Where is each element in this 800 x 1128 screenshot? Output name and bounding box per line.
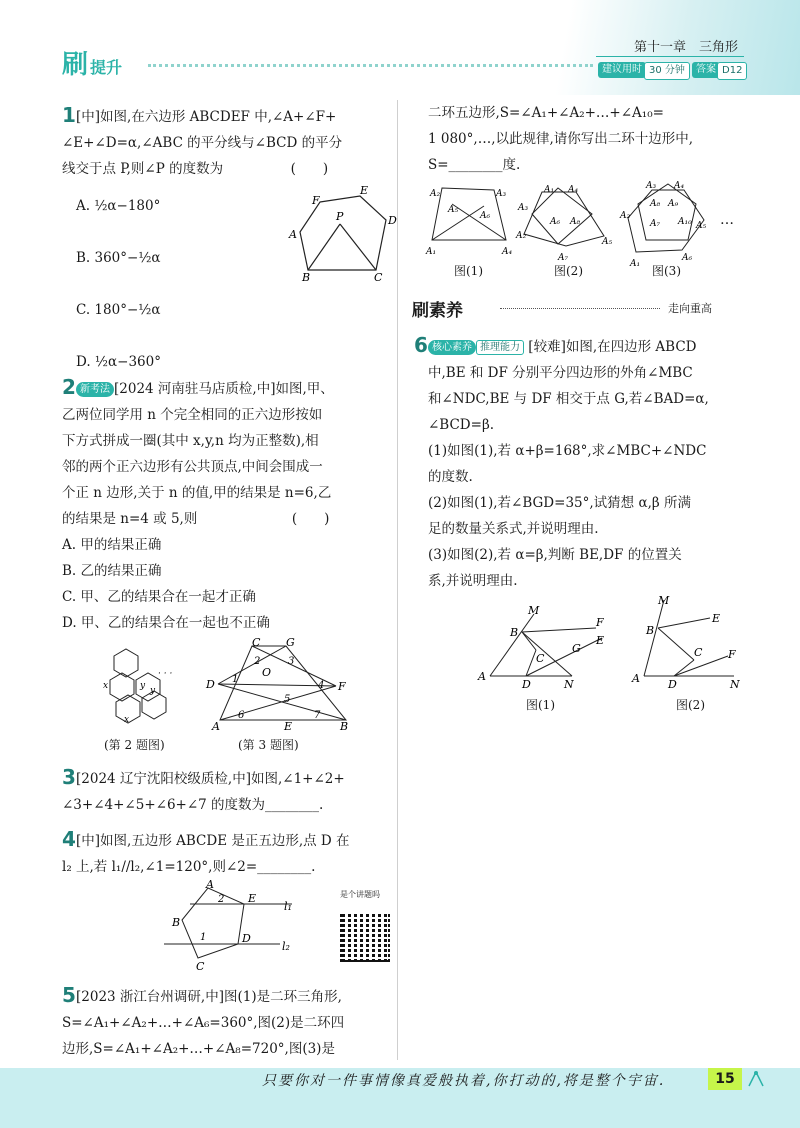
option-c: C. 甲、乙的结果合在一起才正确 [62,589,256,605]
svg-text:A₇: A₇ [558,253,569,263]
svg-text:A₁: A₁ [544,185,555,195]
q3-angles-figure [204,636,354,736]
svg-text:A₇: A₇ [650,219,661,229]
svg-text:E: E [248,892,257,905]
svg-text:B: B [302,271,311,282]
svg-text:A₂: A₂ [516,231,527,241]
q4-line: l₂ 上,若 l₁//l₂,∠1=120°,则∠2=________. [62,859,316,875]
svg-text:F: F [596,616,604,629]
chapter-title: 第十一章 三角形 [634,40,739,55]
svg-text:D: D [522,678,531,691]
reasoning-badge: 推理能力 [476,340,524,355]
q6-fig2-caption: 图(2) [676,698,705,712]
svg-text:N: N [564,678,574,691]
q4-pentagon-figure [160,880,300,970]
q2-figure-caption: (第 2 题图) [104,738,165,752]
svg-text:C: C [252,636,261,649]
option-a: A. 甲的结果正确 [62,537,162,553]
qr-label: 是个讲题吗 [340,890,380,899]
section-dotted-line [500,308,660,309]
brand-logo: 刷提升 [62,50,123,80]
page-number: 15 [708,1068,742,1090]
q6-line: (2)如图(1),若∠BGD=35°,试猜想 α,β 所满 [428,495,691,511]
svg-text:A₄: A₄ [502,247,513,257]
question-number: 2 [62,375,76,399]
q5-fig1-caption: 图(1) [454,264,483,278]
question-5 [62,984,392,1062]
qr-code[interactable] [340,912,390,962]
question-6 [414,334,774,594]
q6-figure-1 [476,604,616,696]
svg-text:A₈: A₈ [570,217,581,227]
svg-text:A₁: A₁ [630,259,641,268]
svg-text:A₁: A₁ [426,247,437,257]
svg-text:A: A [289,228,297,241]
q5-line: S=∠A₁+∠A₂+…+∠A₆=360°,图(2)是二环四 [62,1015,345,1031]
question-number: 4 [62,827,76,851]
svg-text:7: 7 [314,710,321,721]
q5-figure-1 [424,182,527,262]
svg-text:O: O [262,666,272,679]
option-b: B. 360°−½α [76,250,161,266]
svg-text:A₉: A₉ [668,199,679,209]
svg-text:A₅: A₅ [602,237,613,247]
q6-line: (3)如图(2),若 α=β,判断 BE,DF 的位置关 [428,547,682,563]
svg-text:D: D [388,214,397,227]
q1-line: 线交于点 P,则∠P 的度数为 ( ) [62,161,329,177]
q6-line: 的度数. [428,469,473,485]
q6-line: 和∠NDC,BE 与 DF 相交于点 G,若∠BAD=α, [428,391,709,407]
svg-text:C: C [196,960,205,970]
svg-text:C: C [694,646,703,659]
svg-text:A₆: A₆ [480,211,491,221]
q2-line: [2024 河南驻马店质检,中]如图,甲、 [114,381,334,397]
svg-text:y: y [140,681,146,691]
q3-line: ∠3+∠4+∠5+∠6+∠7 的度数为________. [62,797,324,813]
answer-label-tag: 答案 [692,62,720,78]
option-a: A. ½α−180° [76,198,161,214]
svg-text:A: A [212,720,220,733]
time-value-tag: 30 分钟 [644,62,690,80]
svg-text:P: P [336,210,344,223]
option-d: D. 甲、乙的结果合在一起也不正确 [62,615,270,631]
svg-text:A₁₀: A₁₀ [678,217,692,227]
option-c: C. 180°−½α [76,302,161,318]
svg-text:B: B [646,624,655,637]
q6-line: 中,BE 和 DF 分别平分四边形的外角∠MBC [428,365,693,381]
question-number: 5 [62,983,76,1007]
svg-text:M: M [658,594,670,607]
q1-hexagon-figure [288,182,398,282]
svg-text:A₄: A₄ [568,185,579,195]
option-d: D. ½α−360° [76,354,161,370]
q2-hexagon-ring-figure [96,640,196,735]
svg-text:l₂: l₂ [282,940,290,953]
compass-icon [746,1070,766,1088]
svg-text:A₃: A₃ [646,181,657,191]
svg-text:A₃: A₃ [496,189,507,199]
q6-fig1-caption: 图(1) [526,698,555,712]
q5-fig2-caption: 图(2) [554,264,583,278]
svg-text:F: F [728,648,736,661]
q6-line: ∠BCD=β. [428,417,495,433]
q3-line: [2024 辽宁沈阳校级质检,中]如图,∠1+∠2+ [76,771,345,787]
question-5-continued [428,100,768,178]
question-number: 3 [62,765,76,789]
chapter-underline [596,56,744,57]
q6-figure-2 [630,594,750,694]
svg-text:x: x [103,681,109,691]
svg-text:x: x [124,715,130,725]
q2-line: 下方式拼成一圈(其中 x,y,n 均为正整数),相 [62,433,319,449]
q3-figure-caption: (第 3 题图) [238,738,299,752]
answer-value-tag: D12 [717,62,747,80]
svg-text:A₂: A₂ [430,189,441,199]
svg-text:A₅: A₅ [448,205,459,215]
svg-text:2: 2 [254,656,261,667]
footer-motto: 只要你对一件事情像真爱般执着,你打动的,将是整个宇宙. [262,1073,666,1089]
q2-line: 个正 n 边形,关于 n 的值,甲的结果是 n=6,乙 [62,485,332,501]
svg-text:G: G [286,636,295,649]
svg-text:4: 4 [318,680,325,691]
option-b: B. 乙的结果正确 [62,563,162,579]
svg-text:A₅: A₅ [696,221,707,231]
section-title: 刷素养 [412,301,463,321]
svg-text:1: 1 [232,674,239,685]
question-4 [62,828,392,880]
svg-text:A: A [478,670,486,683]
svg-text:1: 1 [200,932,207,943]
svg-text:E: E [284,720,293,733]
svg-text:y: y [150,686,156,696]
q5-figure-3 [616,178,736,268]
q1-options [76,193,161,401]
svg-text:B: B [340,720,349,733]
q4-line: [中]如图,五边形 ABCDE 是正五边形,点 D 在 [76,833,350,849]
svg-text:6: 6 [238,710,245,721]
new-method-badge: 新考法 [76,382,114,397]
svg-text:A₆: A₆ [682,253,693,263]
svg-text:E: E [360,184,369,197]
question-1 [62,104,392,182]
q6-line: 系,并说明理由. [428,573,518,589]
q5-line: 边形,S=∠A₁+∠A₂+…+∠A₈=720°,图(3)是 [62,1041,335,1057]
svg-text:N: N [730,678,740,691]
svg-text:F: F [338,680,346,693]
svg-text:5: 5 [284,694,291,705]
q1-line: ∠E+∠D=α,∠ABC 的平分线与∠BCD 的平分 [62,135,343,151]
svg-text:A₆: A₆ [550,217,561,227]
svg-text:D: D [668,678,677,691]
svg-text:B: B [510,626,519,639]
svg-text:C: C [374,271,383,282]
svg-text:l₁: l₁ [284,900,292,913]
q6-line: 足的数量关系式,并说明理由. [428,521,599,537]
q2-line: 的结果是 n=4 或 5,则 ( ) [62,511,330,527]
svg-text:3: 3 [288,656,295,667]
q5-ellipsis: … [720,212,734,228]
question-2 [62,376,392,636]
svg-text:M: M [528,604,540,617]
q5-line: [2023 浙江台州调研,中]图(1)是二环三角形, [76,989,342,1005]
header-dotted-line [148,64,593,67]
svg-text:G: G [572,642,581,655]
q1-line: [中]如图,在六边形 ABCDEF 中,∠A+∠F+ [76,109,337,125]
svg-text:A₂: A₂ [620,211,631,221]
q5-figure-2 [514,180,614,264]
svg-text:E: E [712,612,721,625]
q6-line: (1)如图(1),若 α+β=168°,求∠MBC+∠NDC [428,443,707,459]
svg-text:D: D [206,678,215,691]
q5-fig3-caption: 图(3) [652,264,681,278]
svg-text:B: B [172,916,181,929]
q2-line: 邻的两个正六边形有公共顶点,中间会围成一 [62,459,323,475]
q5-line: 二环五边形,S=∠A₁+∠A₂+…+∠A₁₀= [428,105,664,121]
question-3 [62,766,392,818]
svg-text:A₄: A₄ [674,181,685,191]
svg-text:A₃: A₃ [518,203,529,213]
time-label-tag: 建议用时 [598,62,646,78]
svg-text:D: D [242,932,251,945]
svg-text:F: F [312,194,320,207]
svg-text:A: A [206,880,214,891]
q6-line: [较难]如图,在四边形 ABCD [528,339,697,355]
svg-text:A₈: A₈ [650,199,661,209]
question-number: 1 [62,103,76,127]
q5-line: 1 080°,…,以此规律,请你写出二环十边形中, [428,131,694,147]
svg-text:C: C [536,652,545,665]
svg-text:E: E [596,634,605,647]
core-literacy-badge: 核心素养 [428,340,476,355]
q5-line: S=________度. [428,157,521,173]
section-right-label: 走向重高 [668,302,712,315]
svg-text:2: 2 [218,894,225,905]
q2-line: 乙两位同学用 n 个完全相同的正六边形按如 [62,407,323,423]
question-number: 6 [414,333,428,357]
svg-text:· · ·: · · · [158,669,173,679]
svg-text:A: A [632,672,640,685]
